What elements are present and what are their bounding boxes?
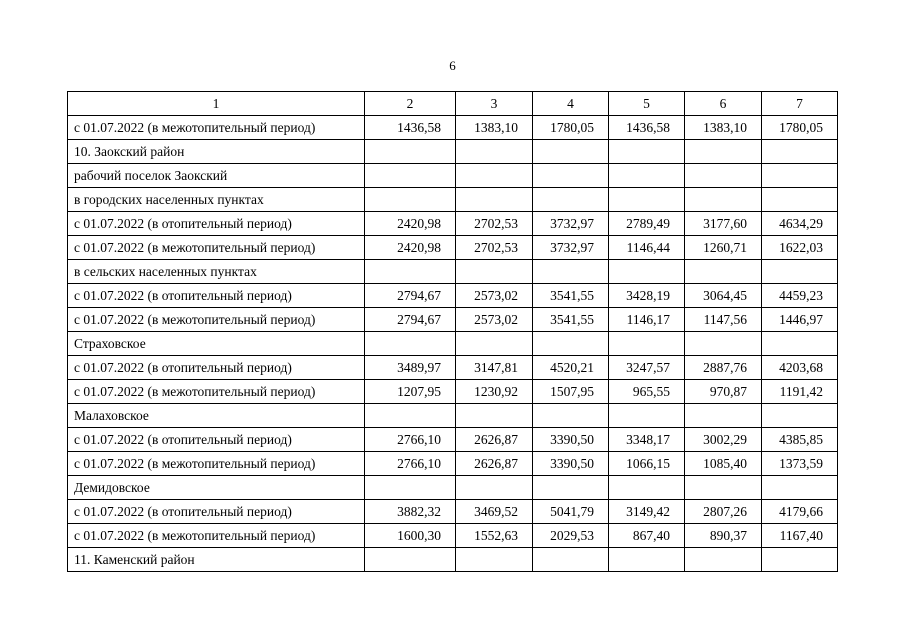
value-cell [762, 164, 838, 188]
value-cell: 1066,15 [609, 452, 685, 476]
value-cell [609, 332, 685, 356]
row-label-cell: с 01.07.2022 (в отопительный период) [68, 356, 365, 380]
value-cell: 2420,98 [365, 212, 456, 236]
row-label-cell: 10. Заокский район [68, 140, 365, 164]
value-cell: 4459,23 [762, 284, 838, 308]
value-cell [533, 332, 609, 356]
table-row [68, 356, 838, 380]
value-cell: 890,37 [685, 524, 762, 548]
value-cell: 2887,76 [685, 356, 762, 380]
table-row [68, 116, 838, 140]
value-cell [365, 188, 456, 212]
value-cell [456, 164, 533, 188]
value-cell: 3247,57 [609, 356, 685, 380]
value-cell: 1780,05 [762, 116, 838, 140]
header-cell: 4 [533, 92, 609, 116]
value-cell [762, 548, 838, 572]
value-cell: 1085,40 [685, 452, 762, 476]
value-cell [685, 404, 762, 428]
value-cell: 1436,58 [609, 116, 685, 140]
value-cell: 3469,52 [456, 500, 533, 524]
table-row [68, 452, 838, 476]
value-cell [762, 332, 838, 356]
table-row [68, 188, 838, 212]
value-cell: 1146,17 [609, 308, 685, 332]
value-cell [365, 332, 456, 356]
value-cell: 4634,29 [762, 212, 838, 236]
value-cell: 2573,02 [456, 284, 533, 308]
header-cell: 6 [685, 92, 762, 116]
table-row [68, 164, 838, 188]
value-cell [456, 260, 533, 284]
header-cell: 2 [365, 92, 456, 116]
value-cell: 3147,81 [456, 356, 533, 380]
value-cell [533, 140, 609, 164]
value-cell [685, 332, 762, 356]
table-row [68, 332, 838, 356]
value-cell: 1146,44 [609, 236, 685, 260]
value-cell: 2766,10 [365, 452, 456, 476]
value-cell [533, 188, 609, 212]
value-cell: 2766,10 [365, 428, 456, 452]
value-cell: 4179,66 [762, 500, 838, 524]
value-cell: 1147,56 [685, 308, 762, 332]
value-cell [609, 476, 685, 500]
value-cell [685, 188, 762, 212]
value-cell: 3348,17 [609, 428, 685, 452]
table-row [68, 500, 838, 524]
value-cell: 1780,05 [533, 116, 609, 140]
value-cell [365, 140, 456, 164]
value-cell: 3541,55 [533, 284, 609, 308]
value-cell: 2794,67 [365, 284, 456, 308]
row-label-cell: Малаховское [68, 404, 365, 428]
value-cell [365, 548, 456, 572]
row-label-cell: Страховское [68, 332, 365, 356]
value-cell: 3390,50 [533, 428, 609, 452]
value-cell: 2626,87 [456, 452, 533, 476]
value-cell: 5041,79 [533, 500, 609, 524]
value-cell: 3002,29 [685, 428, 762, 452]
value-cell: 1600,30 [365, 524, 456, 548]
value-cell: 1446,97 [762, 308, 838, 332]
value-cell: 1507,95 [533, 380, 609, 404]
value-cell [456, 548, 533, 572]
tariff-table [67, 91, 838, 572]
value-cell [685, 140, 762, 164]
value-cell [456, 332, 533, 356]
value-cell: 3149,42 [609, 500, 685, 524]
value-cell [365, 260, 456, 284]
value-cell: 970,87 [685, 380, 762, 404]
value-cell [685, 476, 762, 500]
table-row [68, 476, 838, 500]
value-cell [456, 140, 533, 164]
header-cell: 1 [68, 92, 365, 116]
row-label-cell: с 01.07.2022 (в межотопительный период) [68, 236, 365, 260]
header-cell: 3 [456, 92, 533, 116]
value-cell: 3489,97 [365, 356, 456, 380]
value-cell [609, 404, 685, 428]
value-cell [456, 476, 533, 500]
table-row [68, 236, 838, 260]
value-cell: 1191,42 [762, 380, 838, 404]
value-cell: 3064,45 [685, 284, 762, 308]
header-cell: 7 [762, 92, 838, 116]
value-cell [365, 404, 456, 428]
value-cell: 2702,53 [456, 212, 533, 236]
value-cell: 3882,32 [365, 500, 456, 524]
value-cell [685, 164, 762, 188]
value-cell [762, 188, 838, 212]
value-cell [533, 404, 609, 428]
table-row [68, 428, 838, 452]
table-row [68, 380, 838, 404]
row-label-cell: с 01.07.2022 (в отопительный период) [68, 212, 365, 236]
value-cell: 1230,92 [456, 380, 533, 404]
value-cell: 2420,98 [365, 236, 456, 260]
value-cell [456, 188, 533, 212]
table-row [68, 404, 838, 428]
row-label-cell: с 01.07.2022 (в отопительный период) [68, 500, 365, 524]
value-cell [762, 140, 838, 164]
header-cell: 5 [609, 92, 685, 116]
value-cell: 2807,26 [685, 500, 762, 524]
value-cell: 2789,49 [609, 212, 685, 236]
value-cell: 1383,10 [685, 116, 762, 140]
table-header-row [68, 92, 838, 116]
value-cell: 1383,10 [456, 116, 533, 140]
value-cell [533, 476, 609, 500]
value-cell: 1207,95 [365, 380, 456, 404]
value-cell: 1552,63 [456, 524, 533, 548]
row-label-cell: с 01.07.2022 (в межотопительный период) [68, 116, 365, 140]
value-cell: 1167,40 [762, 524, 838, 548]
row-label-cell: в городских населенных пунктах [68, 188, 365, 212]
value-cell: 3428,19 [609, 284, 685, 308]
table-row [68, 308, 838, 332]
row-label-cell: рабочий поселок Заокский [68, 164, 365, 188]
value-cell: 1260,71 [685, 236, 762, 260]
value-cell: 3541,55 [533, 308, 609, 332]
table-row [68, 284, 838, 308]
value-cell [685, 548, 762, 572]
value-cell: 3177,60 [685, 212, 762, 236]
value-cell: 3390,50 [533, 452, 609, 476]
page-number: 6 [449, 58, 456, 73]
value-cell [533, 260, 609, 284]
table-row [68, 548, 838, 572]
value-cell: 3732,97 [533, 212, 609, 236]
value-cell [609, 140, 685, 164]
value-cell: 1436,58 [365, 116, 456, 140]
row-label-cell: 11. Каменский район [68, 548, 365, 572]
table-row [68, 260, 838, 284]
value-cell [533, 548, 609, 572]
row-label-cell: с 01.07.2022 (в межотопительный период) [68, 308, 365, 332]
value-cell: 2794,67 [365, 308, 456, 332]
value-cell [609, 260, 685, 284]
value-cell: 4385,85 [762, 428, 838, 452]
value-cell [685, 260, 762, 284]
value-cell: 2702,53 [456, 236, 533, 260]
value-cell: 3732,97 [533, 236, 609, 260]
table-row [68, 140, 838, 164]
value-cell [365, 476, 456, 500]
value-cell: 2573,02 [456, 308, 533, 332]
value-cell [609, 548, 685, 572]
value-cell: 2626,87 [456, 428, 533, 452]
value-cell [533, 164, 609, 188]
table-row [68, 524, 838, 548]
table-row [68, 212, 838, 236]
value-cell: 1622,03 [762, 236, 838, 260]
row-label-cell: Демидовское [68, 476, 365, 500]
value-cell [609, 164, 685, 188]
row-label-cell: с 01.07.2022 (в межотопительный период) [68, 524, 365, 548]
row-label-cell: в сельских населенных пунктах [68, 260, 365, 284]
value-cell: 1373,59 [762, 452, 838, 476]
row-label-cell: с 01.07.2022 (в отопительный период) [68, 428, 365, 452]
value-cell [456, 404, 533, 428]
row-label-cell: с 01.07.2022 (в межотопительный период) [68, 380, 365, 404]
value-cell: 965,55 [609, 380, 685, 404]
value-cell: 867,40 [609, 524, 685, 548]
value-cell: 4203,68 [762, 356, 838, 380]
value-cell [762, 260, 838, 284]
value-cell [609, 188, 685, 212]
row-label-cell: с 01.07.2022 (в отопительный период) [68, 284, 365, 308]
table-body [68, 92, 838, 572]
value-cell: 2029,53 [533, 524, 609, 548]
row-label-cell: с 01.07.2022 (в межотопительный период) [68, 452, 365, 476]
value-cell [762, 476, 838, 500]
value-cell [762, 404, 838, 428]
value-cell [365, 164, 456, 188]
value-cell: 4520,21 [533, 356, 609, 380]
